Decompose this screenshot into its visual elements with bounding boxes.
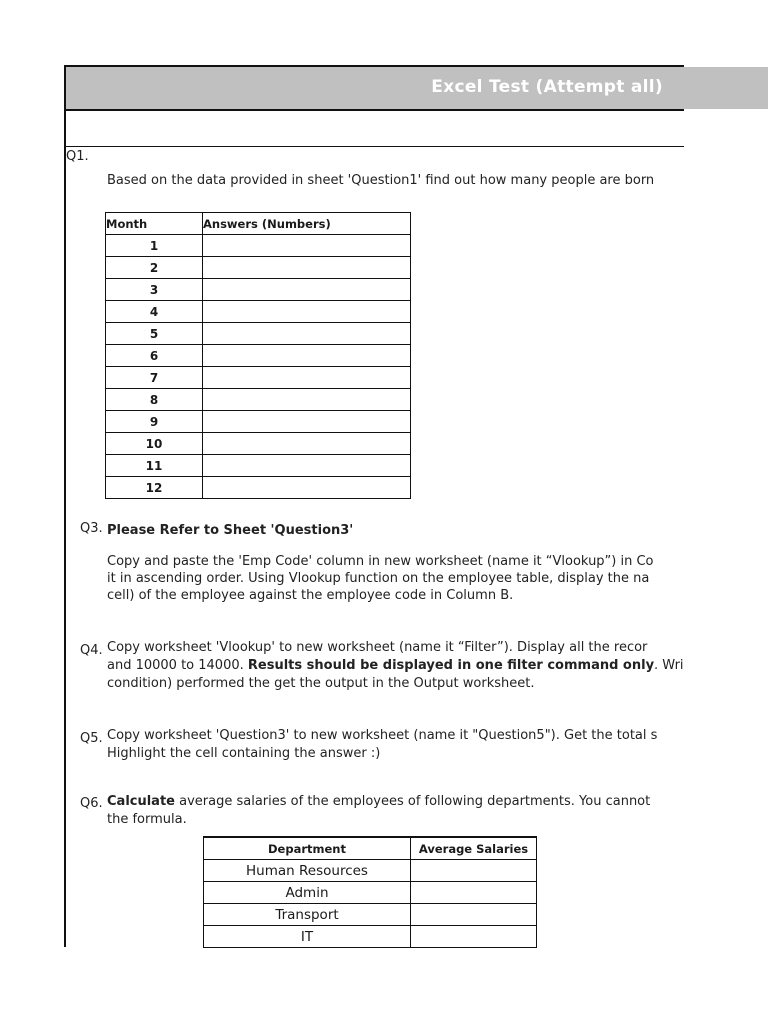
department-cell: Human Resources xyxy=(204,860,411,882)
q1-label: Q1. xyxy=(66,149,89,164)
table-row xyxy=(106,345,411,367)
q3-line-3: cell) of the employee against the employee code in Column B. xyxy=(107,588,514,603)
month-cell: 7 xyxy=(106,367,203,389)
month-cell: 12 xyxy=(106,477,203,499)
table-row xyxy=(204,882,537,904)
q6-line-2: the formula. xyxy=(107,812,187,827)
salary-cell[interactable] xyxy=(411,904,537,926)
table-row xyxy=(106,389,411,411)
table-row xyxy=(204,926,537,948)
q4-line-2-end: . Wri xyxy=(654,658,684,673)
month-cell: 9 xyxy=(106,411,203,433)
month-cell: 3 xyxy=(106,279,203,301)
month-cell: 11 xyxy=(106,455,203,477)
q4-line-2 xyxy=(107,657,684,675)
q6-line-1 xyxy=(107,793,650,811)
q5-line-1: Copy worksheet 'Question3' to new worksheet (name it "Question5"). Get the total s xyxy=(107,728,658,743)
answer-cell[interactable] xyxy=(203,389,411,411)
q3-heading: Please Refer to Sheet 'Question3' xyxy=(107,523,354,538)
table-row xyxy=(204,860,537,882)
q4-emphasis: Results should be displayed in one filter command only xyxy=(247,658,655,673)
blank-row-border xyxy=(66,146,684,147)
q6-header-department: Department xyxy=(204,837,411,860)
page-title: Excel Test (Attempt all) xyxy=(431,77,663,97)
month-cell: 4 xyxy=(106,301,203,323)
q3-line-2: it in ascending order. Using Vlookup function on the employee table, display the na xyxy=(107,571,650,586)
q5-label: Q5. xyxy=(80,731,103,746)
table-row xyxy=(106,367,411,389)
q4-line-3: condition) performed the get the output in the Output worksheet. xyxy=(107,676,535,691)
table-row xyxy=(204,904,537,926)
frame-left-border xyxy=(64,65,66,947)
q5-line-2: Highlight the cell containing the answer :) xyxy=(107,746,381,761)
header-bottom-border xyxy=(64,109,684,111)
salary-cell[interactable] xyxy=(411,860,537,882)
month-cell: 1 xyxy=(106,235,203,257)
month-cell: 6 xyxy=(106,345,203,367)
frame-top-border xyxy=(64,65,684,67)
month-cell: 10 xyxy=(106,433,203,455)
answer-cell[interactable] xyxy=(203,235,411,257)
department-cell: Transport xyxy=(204,904,411,926)
q6-line-1-rest: average salaries of the employees of following departments. You cannot xyxy=(175,794,651,809)
table-row xyxy=(106,323,411,345)
q6-header-average-salaries: Average Salaries xyxy=(411,837,537,860)
q1-header-month: Month xyxy=(106,213,203,235)
department-cell: Admin xyxy=(204,882,411,904)
q6-emphasis: Calculate xyxy=(107,794,175,809)
answer-cell[interactable] xyxy=(203,455,411,477)
department-cell: IT xyxy=(204,926,411,948)
table-row xyxy=(106,279,411,301)
answer-cell[interactable] xyxy=(203,323,411,345)
answer-cell[interactable] xyxy=(203,301,411,323)
table-row xyxy=(106,433,411,455)
salary-cell[interactable] xyxy=(411,926,537,948)
q6-label: Q6. xyxy=(80,796,103,811)
month-cell: 2 xyxy=(106,257,203,279)
answer-cell[interactable] xyxy=(203,477,411,499)
answer-cell[interactable] xyxy=(203,433,411,455)
q1-header-answers: Answers (Numbers) xyxy=(203,213,411,235)
q3-label: Q3. xyxy=(80,521,103,536)
table-row xyxy=(106,411,411,433)
table-row xyxy=(106,257,411,279)
answer-cell[interactable] xyxy=(203,279,411,301)
answer-cell[interactable] xyxy=(203,411,411,433)
month-cell: 5 xyxy=(106,323,203,345)
q1-text: Based on the data provided in sheet 'Question1' find out how many people are born xyxy=(107,173,655,188)
salary-cell[interactable] xyxy=(411,882,537,904)
answer-cell[interactable] xyxy=(203,257,411,279)
table-row xyxy=(106,235,411,257)
q3-line-1: Copy and paste the 'Emp Code' column in new worksheet (name it “Vlookup”) in Co xyxy=(107,554,654,569)
table-row xyxy=(106,301,411,323)
answer-cell[interactable] xyxy=(203,367,411,389)
q1-table xyxy=(105,212,411,499)
q4-line-2-start: and 10000 to 14000. xyxy=(107,658,248,673)
q6-table xyxy=(203,836,537,948)
answer-cell[interactable] xyxy=(203,345,411,367)
month-cell: 8 xyxy=(106,389,203,411)
q4-label: Q4. xyxy=(80,643,103,658)
q4-line-1: Copy worksheet 'Vlookup' to new worksheet (name it “Filter”). Display all the recor xyxy=(107,640,648,655)
table-row xyxy=(106,477,411,499)
table-row xyxy=(106,455,411,477)
